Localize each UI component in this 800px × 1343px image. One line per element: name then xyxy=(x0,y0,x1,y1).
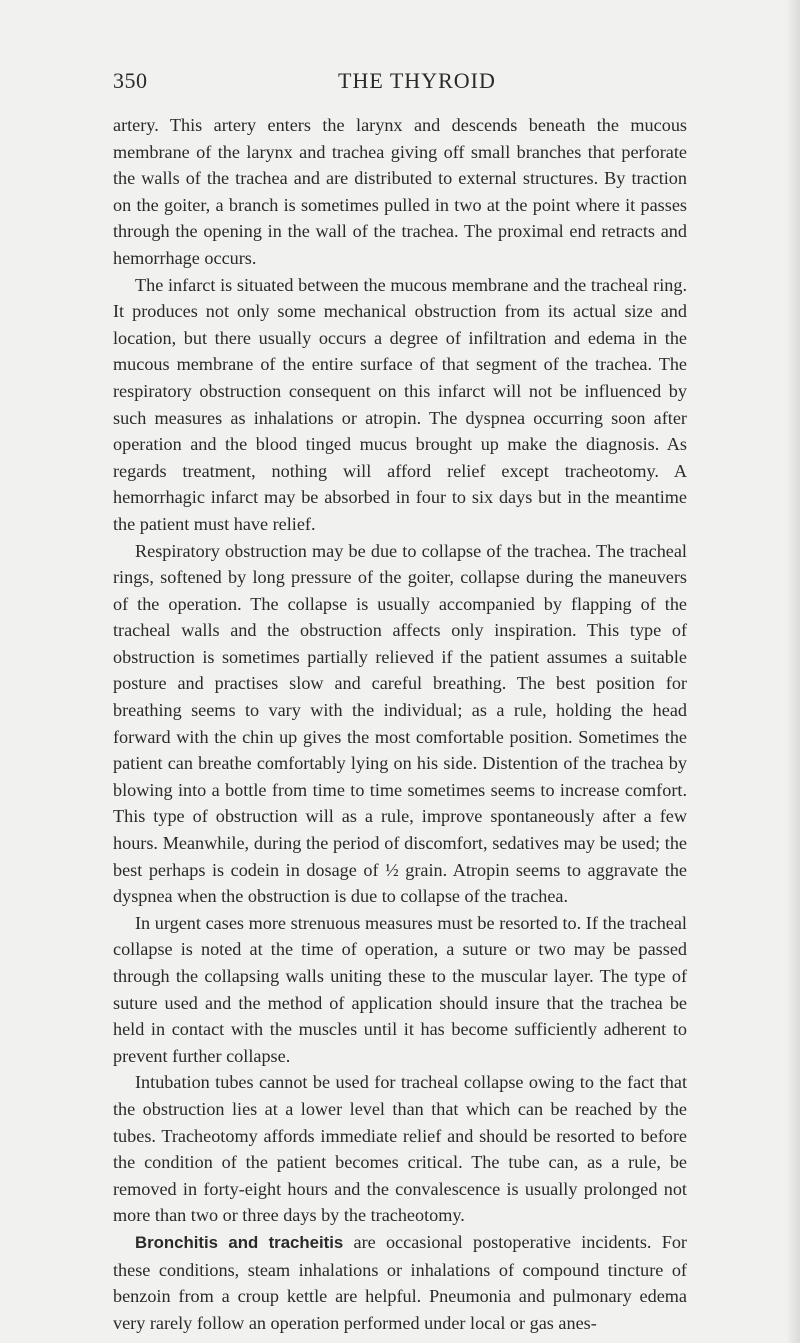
paragraph-3-text: Respiratory obstruction may be due to collapse of the trachea. The tracheal rings, softened by long pressure of the goiter, collapse during the maneuvers of the operation. The collapse is usually accompanied by flapping of the tracheal walls and the obstruction affects only inspiration. This type of obstruction is sometimes partially relieved if the patient assumes a suitable posture and practises slow and careful breathing. The best position for breathing seems to vary with the individual; as a rule, holding the head forward with the chin up gives the most comfortable position. Sometimes the patient can breathe comfortably lying on his side. Distention of the trachea by blowing into a bottle from time to time sometimes seems to increase comfort. This type of obstruction will as a rule, improve spontaneously after a few hours. Meanwhile, during the period of discomfort, sedatives may be used; the best perhaps is codein in dosage of ½ grain. Atropin seems to aggravate the dyspnea when the obstruction is due to collapse of the trachea. xyxy=(113,540,687,907)
page-header xyxy=(113,68,687,102)
paragraph-3 xyxy=(113,538,687,910)
running-head: THE THYROID xyxy=(338,68,496,93)
paragraph-1-text: artery. This artery enters the larynx and descends beneath the mucous membrane of the larynx and trachea giving off small branches that perforate the walls of the trachea and are distributed to external structures. By traction on the goiter, a branch is sometimes pulled in two at the point where it passes through the opening in the wall of the trachea. The proximal end retracts and hemorrhage occurs. xyxy=(113,115,687,268)
paragraph-2-text: The infarct is situated between the mucous membrane and the tracheal ring. It produces not only some mechanical obstruction from its actual size and location, but there usually occurs a degree of infiltration and edema in the mucous membrane of the entire surface of that segment of the trachea. The respiratory obstruction consequent on this infarct will not be influenced by such measures as inhalations or atropin. The dyspnea occurring soon after operation and the blood tinged mucus brought up make the diagnosis. As regards treatment, nothing will afford relief except tracheotomy. A hemorrhagic infarct may be absorbed in four to six days but in the meantime the patient must have relief. xyxy=(113,274,687,534)
body-text xyxy=(113,112,687,1336)
paragraph-2 xyxy=(113,272,687,538)
paragraph-4-text: In urgent cases more strenuous measures must be resorted to. If the tracheal collapse is noted at the time of operation, a suture or two may be passed through the collapsing walls uniting these to the muscular layer. The type of suture used and the method of application should insure that the trachea be held in contact with the muscles until it has become sufficiently adherent to prevent further collapse. xyxy=(113,912,687,1066)
paragraph-5 xyxy=(113,1069,687,1229)
paragraph-4 xyxy=(113,910,687,1070)
page-number: 350 xyxy=(113,68,148,93)
page-edge-shadow xyxy=(786,0,800,1343)
paragraph-1 xyxy=(113,112,687,272)
paragraph-6-run-in-heading: Bronchitis and tracheitis xyxy=(135,1232,344,1252)
paragraph-6-text: are occasional postoperative incidents. For these conditions, steam inhalations or inhalations of compound tincture of benzoin from a croup kettle are helpful. Pneumonia and pulmonary edema very rarely follow an operation performed under local or gas anes- xyxy=(113,1231,687,1333)
paragraph-5-text: Intubation tubes cannot be used for tracheal collapse owing to the fact that the obstruction lies at a lower level than that which can be reached by the tubes. Tracheotomy affords immediate relief and should be resorted to before the condition of the patient becomes critical. The tube can, as a rule, be removed in forty-eight hours and the convalescence is usually prolonged not more than two or three days by the tracheotomy. xyxy=(113,1072,687,1226)
paragraph-6 xyxy=(113,1229,687,1336)
